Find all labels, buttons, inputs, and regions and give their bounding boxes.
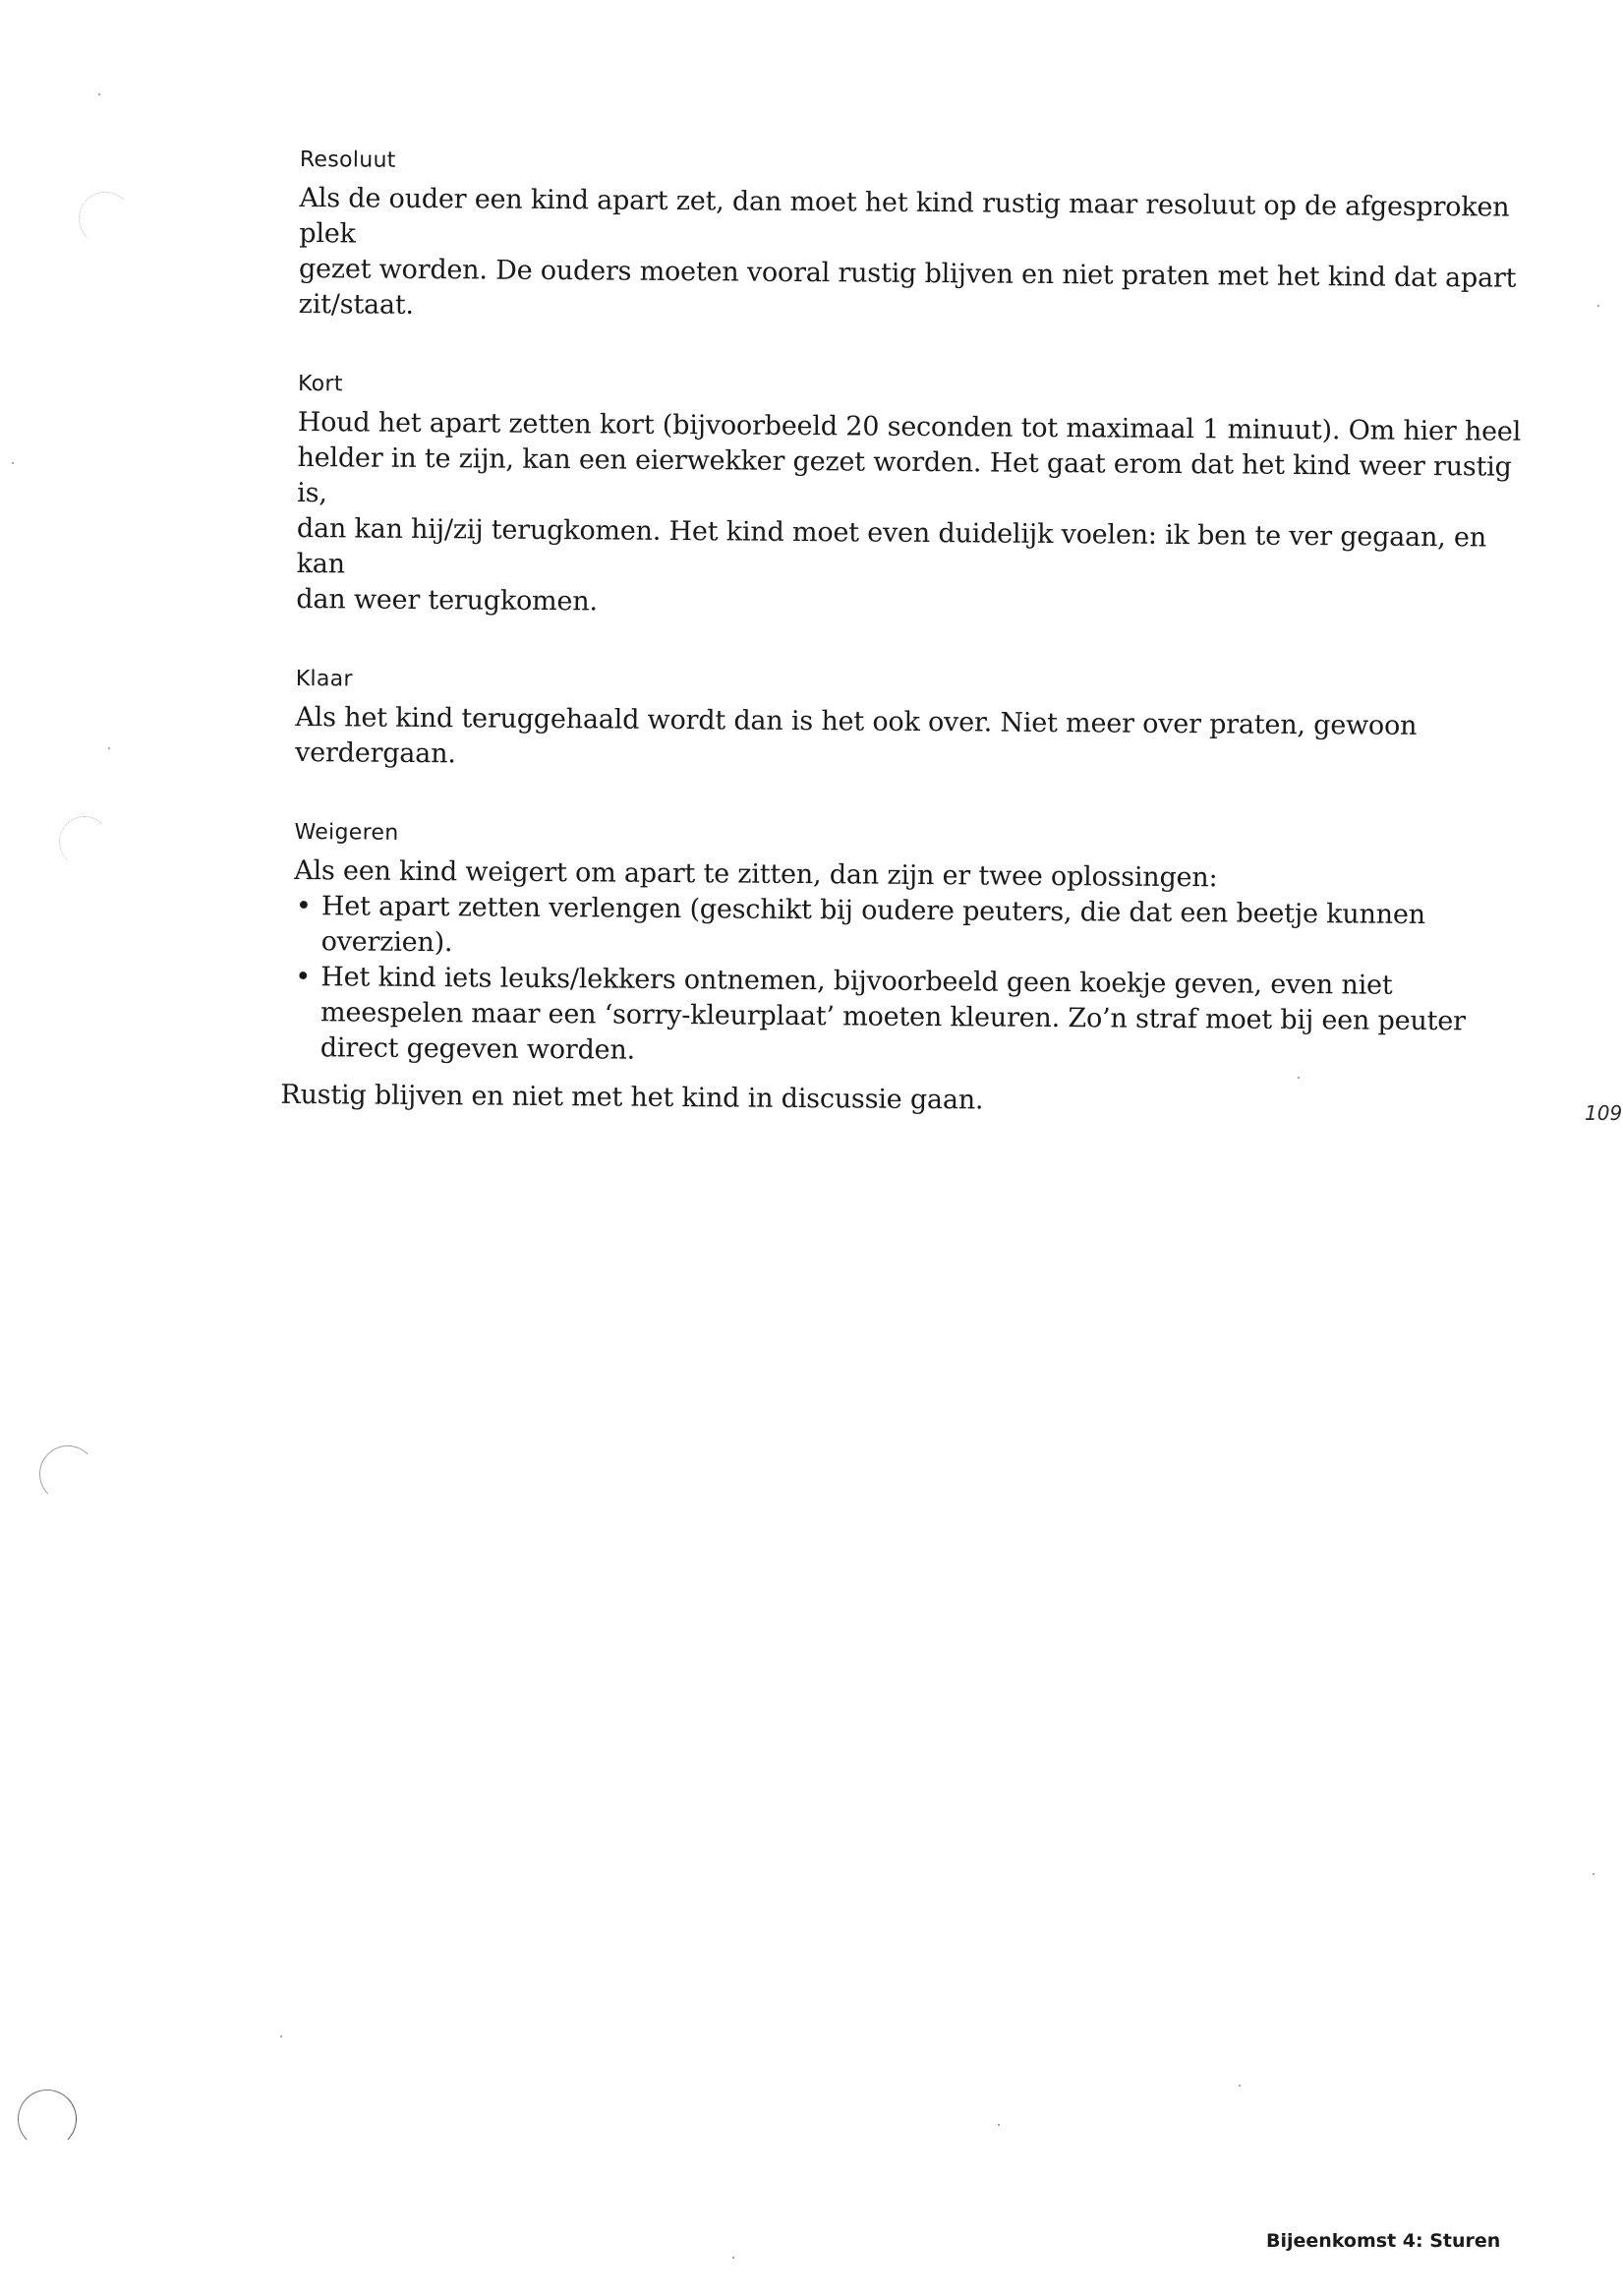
list-item-text: Het apart zetten verlengen (geschikt bij oudere peuters, die dat een beetje kunnen overzien). [320, 891, 1426, 959]
page-number: 109 [1585, 1101, 1623, 1125]
paragraph-line: helder in te zijn, kan een eierwekker gezet worden. Het gaat erom dat het kind weer rustig is, [297, 442, 1512, 509]
list-item-text: Het kind iets leuks/lekkers ontnemen, bijvoorbeeld geen koekje geven, even niet meespelen maar een ‘sorry-kleurplaat’ moeten kleuren. Zo’n straf moet bij een peuter direct gegeven worden. [319, 962, 1466, 1066]
paragraph-line: gezet worden. De ouders moeten vooral rustig blijven en niet praten met het kind dat apart [298, 253, 1517, 294]
paragraph-line: zit/staat. [298, 288, 414, 321]
list-item [293, 960, 1472, 1075]
scan-speck [108, 747, 110, 749]
section-heading: Weigeren [294, 819, 399, 846]
scan-speck [998, 2124, 1000, 2126]
scan-speck [98, 93, 100, 95]
closing-paragraph: Rustig blijven en niet met het kind in discussie gaan. [280, 1079, 984, 1116]
section-heading: Kort [297, 371, 343, 397]
paragraph-line: Als de ouder een kind apart zet, dan moet het kind rustig maar resoluut op de afgesproken plek [299, 182, 1510, 250]
intro-paragraph: Als een kind weigert om apart te zitten, dan zijn er twee oplossingen: [294, 854, 1218, 894]
section-weigeren [280, 818, 1523, 1123]
punch-hole-mark [79, 192, 132, 245]
bullet-icon: • [295, 961, 312, 993]
punch-hole-mark [59, 816, 110, 867]
punch-hole-mark [18, 2090, 77, 2149]
bullet-list [293, 889, 1523, 1076]
scan-speck [1239, 2085, 1241, 2087]
paragraph-line: Houd het apart zetten kort (bijvoorbeeld 20 seconden tot maximaal 1 minuut). Om hier heel [297, 406, 1522, 447]
section-heading: Klaar [295, 666, 353, 692]
scan-speck [1593, 1873, 1594, 1875]
punch-hole-mark [39, 1445, 96, 1502]
scan-speck [732, 2257, 734, 2259]
scan-speck [280, 2035, 282, 2037]
paragraph-line: dan weer terugkomen. [296, 583, 598, 618]
paragraph-line: Als het kind teruggehaald wordt dan is het ook over. Niet meer over praten, gewoon verdergaan. [295, 701, 1418, 770]
document-body [280, 146, 1529, 1170]
section-kort [296, 370, 1527, 627]
scan-speck [12, 462, 14, 464]
section-resoluut [299, 146, 1529, 332]
scan-speck [1597, 305, 1599, 307]
page-footer: Bijeenkomst 4: Sturen [1266, 2230, 1501, 2252]
list-item [293, 889, 1523, 970]
section-klaar [295, 665, 1525, 781]
paragraph-line: dan kan hij/zij terugkomen. Het kind moet even duidelijk voelen: ik ben te ver gegaan, en kan [296, 512, 1487, 580]
section-heading: Resoluut [299, 147, 396, 173]
bullet-icon: • [295, 890, 312, 922]
